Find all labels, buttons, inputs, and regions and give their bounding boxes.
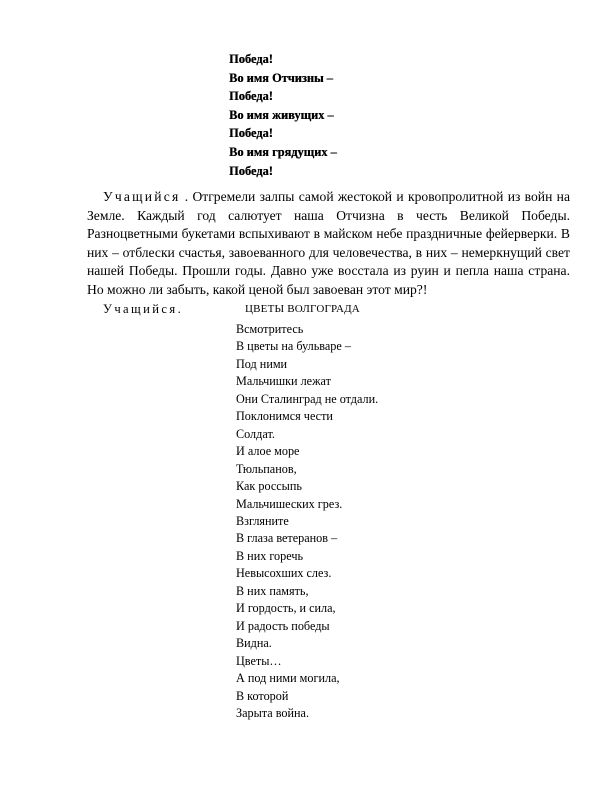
poem-line: Видна. (236, 636, 272, 651)
stanza-line: Победа! (229, 126, 273, 141)
stanza-line: Победа! (229, 89, 273, 104)
poem-line: И радость победы (236, 618, 330, 633)
stanza-line: Победа! (229, 52, 273, 66)
stanza-line: Во имя живущих – (229, 107, 334, 122)
poem-line: В них горечь (236, 548, 304, 563)
stanza-line: Во имя Отчизны – (229, 70, 333, 85)
stanza-line: Победа! (229, 163, 273, 178)
poem-line: Взгляните (236, 513, 289, 528)
poem-heading-row (103, 301, 503, 317)
poem-line: Как россыпь (236, 479, 302, 494)
stanza-line: Во имя грядущих – (229, 144, 337, 159)
poem-line: В цветы на бульваре – (236, 339, 351, 354)
poem-line: Солдат. (236, 426, 275, 441)
poem-title: ЦВЕТЫ ВОЛГОГРАДА (245, 303, 360, 315)
poem-line: А под ними могила, (236, 671, 340, 686)
speaker-label: Учащийся (103, 189, 181, 204)
poem-line: И гордость, и сила, (236, 601, 336, 616)
poem-line: В них память, (236, 583, 309, 598)
poem-volgograd-flowers (236, 321, 536, 722)
poem-line: Они Сталинград не отдали. (236, 391, 379, 406)
poem-line: Тюльпанов, (236, 461, 297, 476)
poem-line: Зарыта война. (236, 705, 309, 720)
victory-stanza (229, 50, 429, 180)
poem-line: Поклонимся чести (236, 409, 333, 424)
poem-line: Под ними (236, 356, 288, 371)
poem-line: Всмотритесь (236, 322, 304, 336)
poem-line: В которой (236, 688, 289, 703)
paragraph-text: . Отгремели залпы самой жестокой и кровопролитной из войн на Земле. Каждый год салютует наша Отчизна в честь Великой Победы. Разноцветными букетами вспыхивают в майском небе праздничные фейерверки. В них – отблески счастья, завоеванного для человечества, в них – немеркнущий свет нашей Победы. Прошли годы. Давно уже восстала из руин и пепла наша страна. Но можно ли забыть, какой ценой был завоеван этот мир?! (87, 189, 570, 297)
poem-speaker-label: Учащийся. (103, 302, 184, 316)
poem-line: Мальчишки лежат (236, 374, 331, 389)
poem-line: И алое море (236, 444, 300, 459)
student-paragraph (87, 188, 570, 299)
poem-line: В глаза ветеранов – (236, 531, 338, 546)
poem-line: Цветы… (236, 653, 282, 668)
poem-line: Мальчишеских грез. (236, 496, 343, 511)
poem-line: Невысохших слез. (236, 566, 332, 581)
